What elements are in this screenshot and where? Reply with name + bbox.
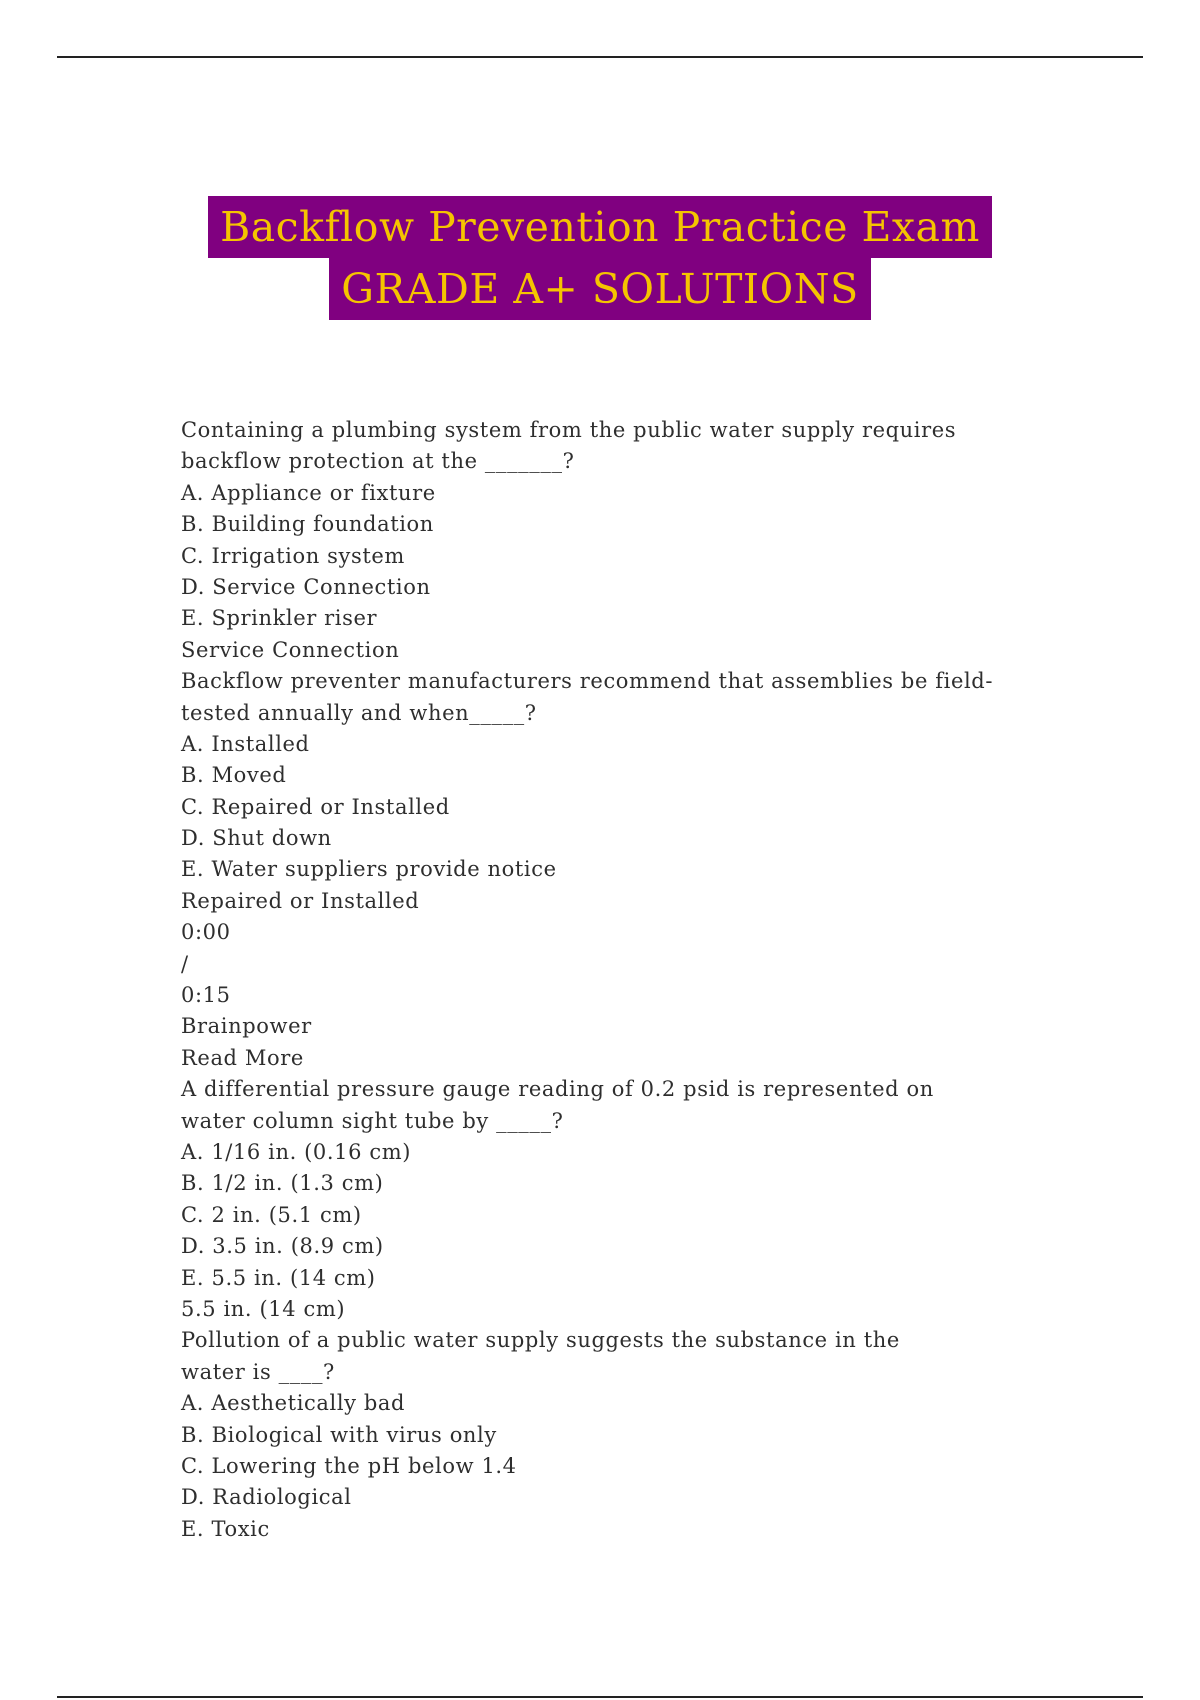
question-1-option-c: C. Irrigation system — [181, 543, 405, 568]
question-1-line-1: Containing a plumbing system from the public water supply requires — [181, 418, 957, 442]
question-3-line-2: water column sight tube by _____? — [181, 1108, 564, 1133]
question-3-option-c: C. 2 in. (5.1 cm) — [181, 1202, 362, 1227]
question-2-answer: Repaired or Installed — [181, 888, 420, 913]
question-4-option-b: B. Biological with virus only — [181, 1422, 497, 1447]
title-line-1: Backflow Prevention Practice Exam — [208, 196, 992, 258]
question-1-answer: Service Connection — [181, 637, 400, 662]
question-2-option-c: C. Repaired or Installed — [181, 794, 450, 819]
question-1-option-e: E. Sprinkler riser — [181, 606, 378, 631]
document-title — [0, 196, 1200, 320]
media-current-time: 0:00 — [181, 920, 231, 945]
question-4-option-a: A. Aesthetically bad — [181, 1391, 406, 1416]
brainpower-label: Brainpower — [181, 1014, 312, 1039]
title-line-2: GRADE A+ SOLUTIONS — [329, 258, 870, 320]
question-3-option-e: E. 5.5 in. (14 cm) — [181, 1265, 376, 1290]
media-duration: 0:15 — [181, 983, 231, 1008]
read-more-link[interactable]: Read More — [181, 1045, 304, 1070]
question-4-option-c: C. Lowering the pH below 1.4 — [181, 1453, 517, 1478]
question-2-option-d: D. Shut down — [181, 826, 332, 851]
question-3-line-1: A differential pressure gauge reading of 0.2 psid is represented on — [181, 1077, 934, 1102]
question-3-option-d: D. 3.5 in. (8.9 cm) — [181, 1234, 384, 1259]
top-rule — [57, 56, 1143, 58]
question-1-option-a: A. Appliance or fixture — [181, 480, 436, 505]
question-4-line-2: water is ____? — [181, 1359, 335, 1384]
bottom-rule — [57, 1696, 1143, 1698]
question-1-option-b: B. Building foundation — [181, 512, 434, 537]
question-2-line-1: Backflow preventer manufacturers recommend that assemblies be field- — [181, 669, 994, 694]
question-2-option-a: A. Installed — [181, 731, 310, 756]
question-4-line-1: Pollution of a public water supply suggests the substance in the — [181, 1328, 900, 1353]
question-2-option-b: B. Moved — [181, 763, 287, 788]
media-time-separator: / — [181, 951, 189, 976]
question-3-option-a: A. 1/16 in. (0.16 cm) — [181, 1139, 412, 1164]
question-2-option-e: E. Water suppliers provide notice — [181, 857, 557, 882]
question-3-answer: 5.5 in. (14 cm) — [181, 1296, 346, 1321]
exam-content — [181, 415, 1081, 1545]
question-1-option-d: D. Service Connection — [181, 574, 431, 599]
question-4-option-d: D. Radiological — [181, 1485, 352, 1510]
question-1-line-2: backflow protection at the _______? — [181, 449, 575, 474]
question-2-line-2: tested annually and when_____? — [181, 700, 537, 725]
question-4-option-e: E. Toxic — [181, 1516, 270, 1541]
question-3-option-b: B. 1/2 in. (1.3 cm) — [181, 1171, 384, 1196]
